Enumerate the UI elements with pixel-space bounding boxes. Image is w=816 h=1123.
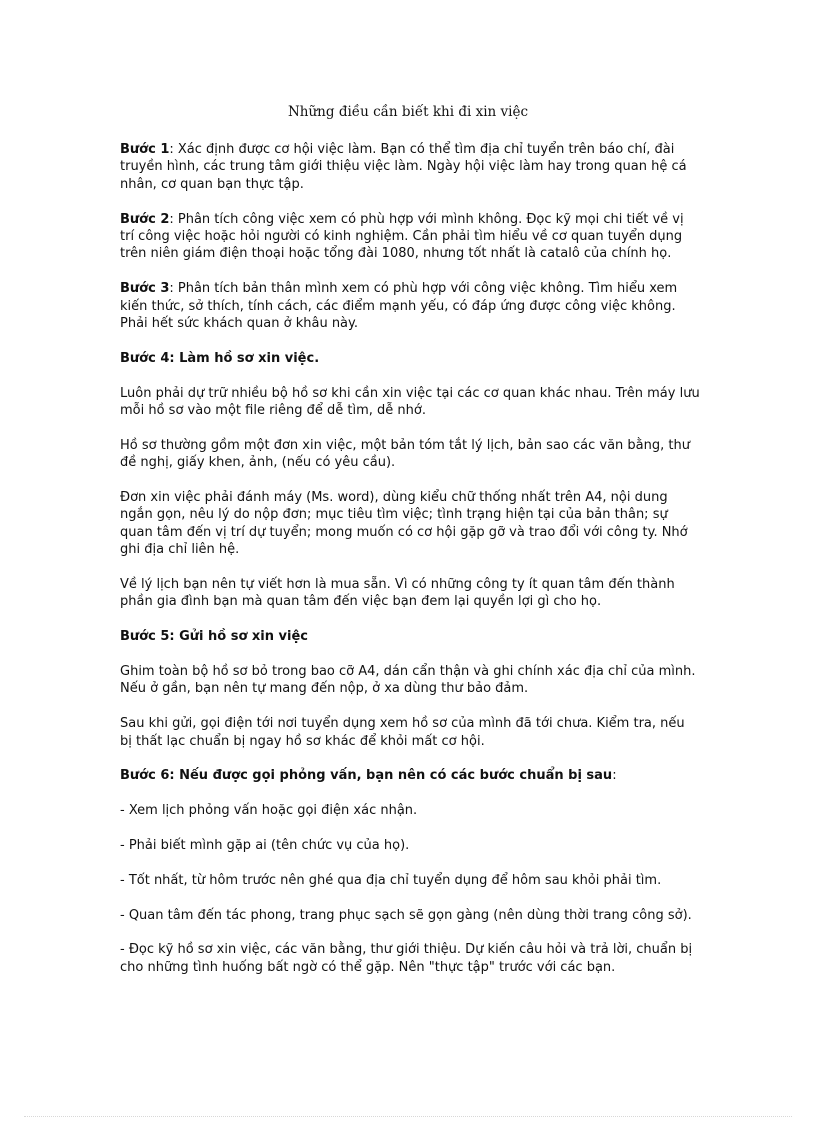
page-bottom-divider xyxy=(24,1116,792,1117)
step-6-list-item: - Quan tâm đến tác phong, trang phục sạch sẽ gọn gàng (nên dùng thời trang công sở). xyxy=(120,907,692,923)
step-6-heading-line xyxy=(120,767,700,784)
step-2-paragraph xyxy=(120,211,700,263)
step-3-text: : Phân tích bản thân mình xem có phù hợp với công việc không. Tìm hiểu xem kiến thức, sở thích, tính cách, các điểm mạnh yếu, có đáp ứng được công việc không. Phải hết sức khách quan ở khâu này. xyxy=(120,281,678,332)
step-4-heading: Bước 4: Làm hồ sơ xin việc. xyxy=(120,350,320,366)
step-1-text: : Xác định được cơ hội việc làm. Bạn có thể tìm địa chỉ tuyển trên báo chí, đài truyền hình, các trung tâm giới thiệu việc làm. Ngày hội việc làm hay trong quan hệ cá nhân, cơ quan bạn thực tập. xyxy=(120,142,687,192)
step-6-list-item: - Phải biết mình gặp ai (tên chức vụ của họ). xyxy=(120,838,410,854)
step-6-list-item: - Đọc kỹ hồ sơ xin việc, các văn bằng, thư giới thiệu. Dự kiến câu hỏi và trả lời, chuẩn bị cho những tình huống bất ngờ có thể gặp. Nên "thực tập" trước với các bạn. xyxy=(120,942,693,975)
step-6-list-item: - Xem lịch phỏng vấn hoặc gọi điện xác nhận. xyxy=(120,803,418,819)
step-4-paragraph: Đơn xin việc phải đánh máy (Ms. word), dùng kiểu chữ thống nhất trên A4, nội dung ngắn gọn, nêu lý do nộp đơn; mục tiêu tìm việc; tình trạng hiện tại của bản thân; sự quan tâm đến vị trí dự tuyển; mong muốn có cơ hội gặp gỡ và trao đổi với công ty. Nhớ ghi địa chỉ liên hệ. xyxy=(120,490,688,558)
step-4-paragraph: Luôn phải dự trữ nhiều bộ hồ sơ khi cần xin việc tại các cơ quan khác nhau. Trên máy lưu mỗi hồ sơ vào một file riêng để dễ tìm, dễ nhớ. xyxy=(120,385,700,419)
step-5-heading: Bước 5: Gửi hồ sơ xin việc xyxy=(120,629,308,645)
document-title: Những điều cần biết khi đi xin việc xyxy=(287,104,529,120)
document-body xyxy=(120,141,700,994)
step-1-paragraph xyxy=(120,141,700,193)
step-2-label: Bước 2 xyxy=(120,211,170,227)
step-1-label: Bước 1 xyxy=(120,142,170,157)
step-4-paragraph: Hồ sơ thường gồm một đơn xin việc, một bản tóm tắt lý lịch, bản sao các văn bằng, thư đề nghị, giấy khen, ảnh, (nếu có yêu cầu). xyxy=(120,437,690,471)
step-4-paragraph: Về lý lịch bạn nên tự viết hơn là mua sẵn. Vì có những công ty ít quan tâm đến thành phần gia đình bạn mà quan tâm đến việc bạn đem lại quyền lợi gì cho họ. xyxy=(120,577,675,610)
step-3-label: Bước 3 xyxy=(120,281,170,297)
step-6-list-item: - Tốt nhất, từ hôm trước nên ghé qua địa chỉ tuyển dụng để hôm sau khỏi phải tìm. xyxy=(120,872,662,888)
step-6-heading: Bước 6: Nếu được gọi phỏng vấn, bạn nên có các bước chuẩn bị sau xyxy=(120,768,613,784)
step-5-paragraph: Ghim toàn bộ hồ sơ bỏ trong bao cỡ A4, dán cẩn thận và ghi chính xác địa chỉ của mình. Nếu ở gần, bạn nên tự mang đến nộp, ở xa dùng thư bảo đảm. xyxy=(120,664,696,697)
step-3-paragraph xyxy=(120,280,700,332)
step-5-paragraph: Sau khi gửi, gọi điện tới nơi tuyển dụng xem hồ sơ của mình đã tới chưa. Kiểm tra, nếu bị thất lạc chuẩn bị ngay hồ sơ khác để khỏi mất cơ hội. xyxy=(120,716,685,749)
step-6-heading-suffix: : xyxy=(612,768,617,784)
step-2-text: : Phân tích công việc xem có phù hợp với mình không. Đọc kỹ mọi chi tiết về vị trí công việc hoặc hỏi người có kinh nghiệm. Cần phải tìm hiểu về cơ quan tuyển dụng trên niên giám điện thoại hoặc tổng đài 1080, nhưng tốt nhất là catalô của chính họ. xyxy=(120,211,684,262)
